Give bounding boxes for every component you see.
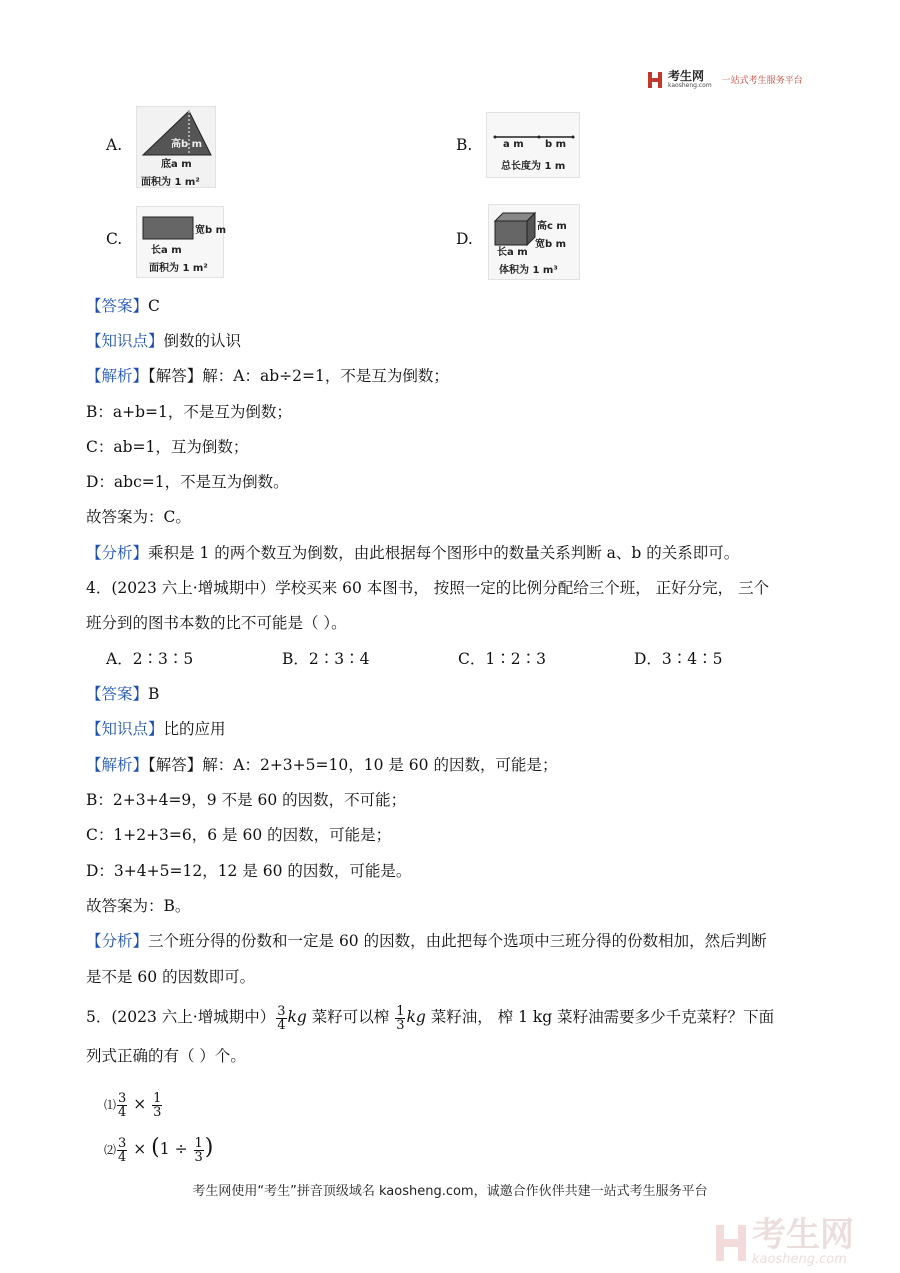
item-label: ⑵ [104,1143,117,1157]
q5-mid: 菜籽可以榨 [306,1008,395,1026]
logo-name: 考生网 [668,69,705,83]
q3-analysis-line-1 [86,366,449,386]
fraction [152,1092,162,1119]
header-logo [648,70,803,89]
answer-tag: 【答案】 [86,685,149,703]
q4-knowledge: 比的应用 [163,720,226,738]
q5-fraction-1 [276,1005,286,1032]
option-c-figure [136,206,227,278]
option-c-label: C. [106,230,123,248]
denominator: 3 [153,1104,162,1120]
left-paren: ( [151,1135,160,1160]
q4-analysis-line-2: B：2+3+4=9，9 不是 60 的因数，不可能； [86,791,407,809]
option-b-seg2: b m [545,139,567,150]
fraction [117,1092,127,1119]
kaosheng-logo-icon [648,72,662,88]
option-d-width: 宽b m [535,239,567,250]
fenxi-tag: 【分析】 [86,544,149,562]
option-c-length: 长a m [151,245,182,256]
denominator: 4 [277,1017,286,1033]
denominator: 4 [118,1104,127,1120]
q5-rest: 菜籽油， 榨 1 kg 菜籽油需要多少千克菜籽？下面 [425,1008,775,1026]
q5-expression-2 [104,1134,213,1164]
q3-analysis-line-3: C：ab=1，互为倒数； [86,438,249,456]
q3-knowledge-line [86,331,241,351]
watermark-name: 考生网 [752,1215,854,1255]
q4-analysis-text: 【解答】解：A：2+3+5=10，10 是 60 的因数，可能是； [148,756,558,774]
numerator: 3 [277,1003,286,1019]
q4-choice-b: B．2∶3∶4 [282,650,370,668]
option-d-label: D. [456,230,473,248]
q3-analysis-line-4: D：abc=1，不是互为倒数。 [86,473,289,491]
times-sign: × [133,1140,147,1158]
fraction [194,1137,204,1164]
q4-fenxi-line-2: 是不是 60 的因数即可。 [86,968,256,986]
item-label: ⑴ [104,1098,117,1112]
q3-answer-line [86,296,160,316]
option-b-label: B. [456,136,473,154]
answer-tag: 【答案】 [86,297,149,315]
option-b-figure [486,112,580,178]
denominator: 4 [118,1149,127,1165]
right-paren: ) [204,1135,214,1160]
q3-fenxi: 乘积是 1 的两个数互为倒数，由此根据每个图形中的数量关系判断 a、b 的关系即可。 [148,544,740,562]
q4-stem-line-1: 4．(2023 六上·增城期中）学校买来 60 本图书， 按照一定的比例分配给三个班， 正好分完， 三个 [86,579,770,597]
logo-slogan: 一站式考生服务平台 [721,76,803,86]
q4-analysis-line-5: 故答案为：B。 [86,897,191,915]
denominator: 3 [194,1149,203,1165]
option-c-caption: 面积为 1 m² [149,263,208,274]
divide-sign: ÷ [174,1140,188,1158]
denominator: 3 [396,1017,405,1033]
option-a-height: 高b m [171,139,203,150]
q3-knowledge: 倒数的认识 [163,332,242,350]
q4-fenxi-text: 三个班分得的份数和一定是 60 的因数，由此把每个选项中三班分得的份数相加，然后判断 [148,932,767,950]
option-a-figure [136,106,216,188]
option-d-length: 长a m [497,247,528,258]
numerator: 1 [153,1090,162,1106]
option-d-figure [488,204,580,280]
option-b-seg1: a m [503,139,524,150]
one: 1 [159,1140,170,1158]
numerator: 3 [118,1090,127,1106]
times-sign: × [133,1095,147,1113]
knowledge-tag: 【知识点】 [86,332,164,350]
q3-analysis-line-5: 故答案为：C。 [86,508,191,526]
logo-domain: kaosheng.com [668,82,712,89]
q4-stem-line-2: 班分到的图书本数的比不可能是（ ）。 [86,614,347,632]
q4-analysis-line-1 [86,755,557,775]
analysis-tag: 【解析】 [86,756,149,774]
numerator: 1 [194,1135,203,1151]
option-c-width: 宽b m [195,225,227,236]
fenxi-tag: 【分析】 [86,932,149,950]
option-a-label: A. [106,136,123,154]
q4-answer: B [148,685,160,703]
q5-stem-line-2: 列式正确的有（ ）个。 [86,1047,246,1065]
q4-analysis-line-4: D：3+4+5=12，12 是 60 的因数，可能是。 [86,862,412,880]
q3-answer: C [148,297,160,315]
fraction [117,1137,127,1164]
q4-fenxi-line-1 [86,931,767,951]
numerator: 3 [118,1135,127,1151]
option-a-base: 底a m [161,159,192,170]
q4-analysis-line-3: C：1+2+3=6，6 是 60 的因数，可能是； [86,826,392,844]
q5-stem-line-1 [86,1004,774,1032]
q3-analysis-line-2: B：a+b=1，不是互为倒数； [86,403,292,421]
knowledge-tag: 【知识点】 [86,720,164,738]
q5-unit-1: kg [287,1008,307,1026]
q3-analysis-text: 【解答】解：A：ab÷2=1，不是互为倒数； [148,367,449,385]
q4-choice-c: C．1∶2∶3 [458,650,546,668]
q5-fraction-2 [395,1005,405,1032]
watermark-domain: kaosheng.com [752,1252,847,1267]
page-footer: 考生网使用“考生”拼音顶级域名 kaosheng.com，诚邀合作伙伴共建一站式考生服务平台 [192,1184,708,1199]
analysis-tag: 【解析】 [86,367,149,385]
option-d-caption: 体积为 1 m³ [499,265,558,276]
q4-choice-d: D．3∶4∶5 [634,650,723,668]
q5-prefix: 5．(2023 六上·增城期中） [86,1008,276,1026]
q5-expression-1 [104,1090,163,1119]
q4-choice-a: A．2∶3∶5 [106,650,194,668]
q3-fenxi-line [86,543,739,563]
numerator: 1 [396,1003,405,1019]
q5-unit-2: kg [406,1008,426,1026]
option-d-height: 高c m [537,221,567,232]
option-a-caption: 面积为 1 m² [141,177,200,188]
watermark-logo [716,1215,854,1267]
q4-answer-line [86,684,159,704]
q4-knowledge-line [86,719,226,739]
option-b-caption: 总长度为 1 m [501,161,566,172]
watermark-logo-icon [716,1225,746,1261]
